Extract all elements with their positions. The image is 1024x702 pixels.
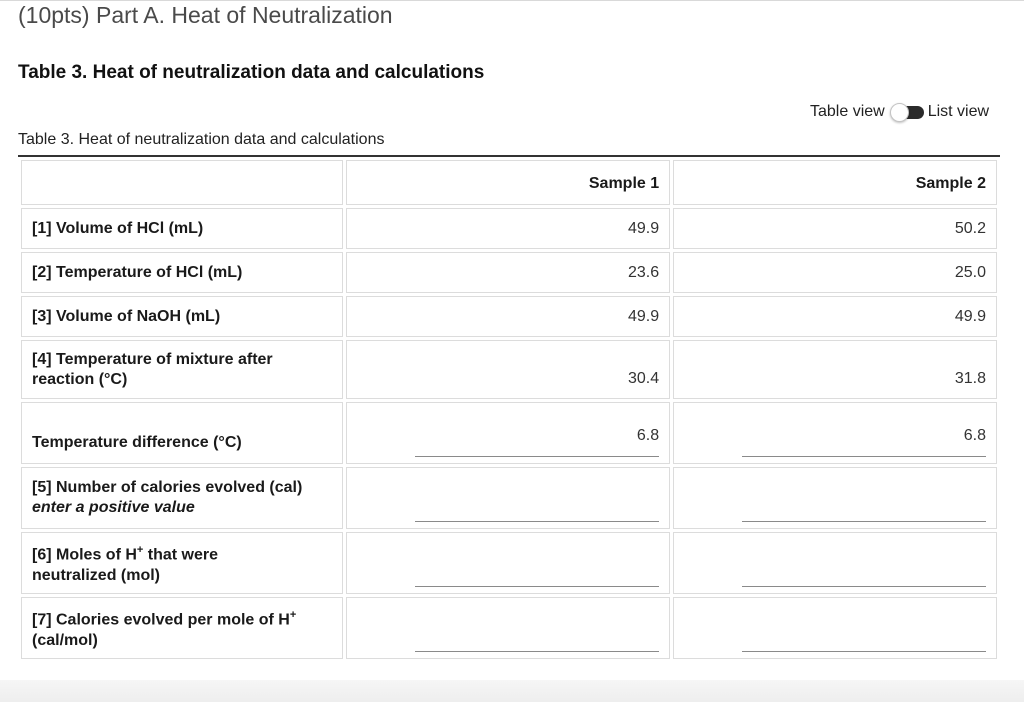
superscript: + bbox=[136, 544, 144, 557]
row-label-text: that were neutralized (mol) bbox=[32, 546, 219, 584]
row-label bbox=[21, 467, 343, 529]
row-hint: enter a positive value bbox=[32, 499, 195, 516]
input-underline bbox=[742, 521, 986, 522]
toggle-knob bbox=[890, 103, 909, 122]
input-cell bbox=[673, 597, 997, 659]
row-label bbox=[21, 597, 343, 659]
input-underline bbox=[742, 651, 986, 652]
input-cell bbox=[346, 467, 670, 529]
list-view-label[interactable]: List view bbox=[927, 103, 990, 120]
section-title: (10pts) Part A. Heat of Neutralization bbox=[18, 2, 393, 28]
table-row bbox=[21, 597, 997, 659]
table-row bbox=[21, 467, 997, 529]
calories-sample-1-input[interactable] bbox=[357, 468, 659, 528]
input-cell bbox=[673, 402, 997, 464]
row-label: [1] Volume of HCl (mL) bbox=[21, 208, 343, 249]
bottom-band bbox=[0, 680, 1024, 702]
header-row bbox=[21, 160, 997, 205]
value-cell: 23.6 bbox=[346, 252, 670, 293]
input-field[interactable] bbox=[357, 403, 659, 463]
input-underline bbox=[742, 456, 986, 457]
value-cell: 49.9 bbox=[673, 296, 997, 337]
input-value: 6.8 bbox=[963, 427, 986, 444]
input-underline bbox=[415, 456, 659, 457]
value-cell: 31.8 bbox=[673, 340, 997, 399]
row-label: Temperature difference (°C) bbox=[21, 402, 343, 464]
table-row bbox=[21, 252, 997, 293]
row-label: [3] Volume of NaOH (mL) bbox=[21, 296, 343, 337]
table-row bbox=[21, 532, 997, 594]
row-label bbox=[21, 340, 343, 399]
table-row bbox=[21, 340, 997, 399]
moles-sample-1-input[interactable] bbox=[357, 533, 659, 593]
calories-sample-2-input[interactable] bbox=[684, 468, 986, 528]
input-value: 6.8 bbox=[636, 427, 660, 444]
value-cell: 50.2 bbox=[673, 208, 997, 249]
input-cell bbox=[346, 402, 670, 464]
cal-per-mole-sample-1-input[interactable] bbox=[357, 598, 659, 658]
cal-per-mole-sample-2-input[interactable] bbox=[684, 598, 986, 658]
input-underline bbox=[742, 586, 986, 587]
header-empty-cell bbox=[21, 160, 343, 205]
row-label bbox=[21, 532, 343, 594]
moles-sample-2-input[interactable] bbox=[684, 533, 986, 593]
row-label: [2] Temperature of HCl (mL) bbox=[21, 252, 343, 293]
table-view-label[interactable]: Table view bbox=[810, 103, 885, 120]
table-heading: Table 3. Heat of neutralization data and calculations bbox=[18, 62, 485, 83]
row-label-text: [5] Number of calories evolved (cal) bbox=[32, 479, 303, 496]
row-label-text: (cal/mol) bbox=[32, 631, 98, 649]
input-cell bbox=[673, 467, 997, 529]
column-header-sample-1: Sample 1 bbox=[346, 160, 670, 205]
table-row bbox=[21, 402, 997, 464]
row-label-text: [4] Temperature of mixture after reaction (°C) bbox=[32, 350, 273, 388]
table-row bbox=[21, 296, 997, 337]
input-field[interactable] bbox=[684, 403, 986, 463]
data-table bbox=[18, 157, 1000, 662]
row-label-text: [7] Calories evolved per mole of H bbox=[32, 611, 290, 629]
input-underline bbox=[415, 521, 659, 522]
view-toggle-switch[interactable] bbox=[890, 103, 924, 121]
value-cell: 49.9 bbox=[346, 208, 670, 249]
column-header-sample-2: Sample 2 bbox=[673, 160, 997, 205]
table-caption: Table 3. Heat of neutralization data and calculations bbox=[18, 131, 385, 148]
input-cell bbox=[346, 597, 670, 659]
top-divider bbox=[0, 0, 1024, 1]
row-label-text: [6] Moles of H bbox=[32, 546, 137, 564]
input-underline bbox=[415, 651, 659, 652]
value-cell: 30.4 bbox=[346, 340, 670, 399]
input-cell bbox=[673, 532, 997, 594]
value-cell: 49.9 bbox=[346, 296, 670, 337]
value-cell: 25.0 bbox=[673, 252, 997, 293]
input-underline bbox=[415, 586, 659, 587]
view-toggle bbox=[810, 103, 989, 121]
input-cell bbox=[346, 532, 670, 594]
superscript: + bbox=[289, 609, 297, 622]
table-row bbox=[21, 208, 997, 249]
